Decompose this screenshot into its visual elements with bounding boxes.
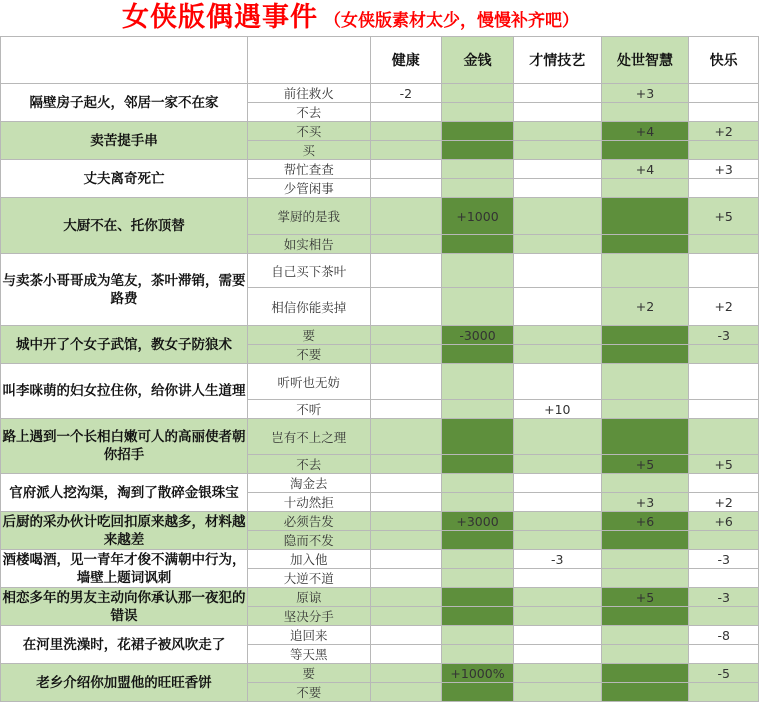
- table-row: [1, 84, 759, 103]
- wisdom-cell: [601, 364, 689, 400]
- title-main: 女侠版偶遇事件: [122, 2, 318, 33]
- money-cell: [442, 455, 514, 474]
- talent-cell: [513, 103, 601, 122]
- happiness-cell: [689, 531, 759, 550]
- choice-cell: 前往救火: [247, 84, 370, 103]
- talent-cell: [513, 326, 601, 345]
- happiness-cell: +6: [689, 512, 759, 531]
- choice-cell: 淘金去: [247, 474, 370, 493]
- talent-cell: [513, 607, 601, 626]
- talent-cell: +10: [513, 400, 601, 419]
- table-row: [1, 626, 759, 645]
- talent-cell: [513, 419, 601, 455]
- talent-cell: [513, 645, 601, 664]
- event-cell: 大厨不在、托你顶替: [1, 198, 248, 254]
- health-cell: [370, 122, 442, 141]
- money-cell: [442, 103, 514, 122]
- health-cell: [370, 326, 442, 345]
- health-cell: [370, 364, 442, 400]
- event-cell: 与卖茶小哥哥成为笔友，茶叶滞销，需要路费: [1, 254, 248, 326]
- happiness-cell: -5: [689, 664, 759, 683]
- health-cell: [370, 345, 442, 364]
- happiness-cell: -3: [689, 550, 759, 569]
- wisdom-cell: [601, 235, 689, 254]
- choice-cell: 不听: [247, 400, 370, 419]
- choice-cell: 不买: [247, 122, 370, 141]
- wisdom-cell: [601, 550, 689, 569]
- talent-cell: [513, 288, 601, 326]
- choice-cell: 必须告发: [247, 512, 370, 531]
- choice-cell: 大逆不道: [247, 569, 370, 588]
- wisdom-cell: +6: [601, 512, 689, 531]
- talent-cell: [513, 198, 601, 235]
- happiness-cell: -3: [689, 326, 759, 345]
- header-event: [1, 37, 248, 84]
- health-cell: [370, 607, 442, 626]
- health-cell: [370, 254, 442, 288]
- money-cell: [442, 364, 514, 400]
- event-cell: 叫李咪萌的妇女拉住你，给你讲人生道理: [1, 364, 248, 419]
- health-cell: [370, 179, 442, 198]
- money-cell: [442, 550, 514, 569]
- talent-cell: [513, 179, 601, 198]
- talent-cell: [513, 455, 601, 474]
- happiness-cell: [689, 474, 759, 493]
- talent-cell: [513, 141, 601, 160]
- money-cell: [442, 345, 514, 364]
- health-cell: [370, 664, 442, 683]
- money-cell: [442, 626, 514, 645]
- choice-cell: 加入他: [247, 550, 370, 569]
- health-cell: [370, 288, 442, 326]
- talent-cell: [513, 345, 601, 364]
- choice-cell: 原谅: [247, 588, 370, 607]
- header-wisdom: 处世智慧: [601, 37, 689, 84]
- money-cell: +1000%: [442, 664, 514, 683]
- happiness-cell: [689, 103, 759, 122]
- money-cell: +1000: [442, 198, 514, 235]
- talent-cell: [513, 160, 601, 179]
- health-cell: [370, 400, 442, 419]
- choice-cell: 要: [247, 326, 370, 345]
- table-row: [1, 588, 759, 607]
- wisdom-cell: +3: [601, 493, 689, 512]
- choice-cell: 少管闲事: [247, 179, 370, 198]
- wisdom-cell: [601, 198, 689, 235]
- money-cell: -3000: [442, 326, 514, 345]
- money-cell: +3000: [442, 512, 514, 531]
- happiness-cell: [689, 179, 759, 198]
- money-cell: [442, 419, 514, 455]
- happiness-cell: [689, 84, 759, 103]
- happiness-cell: [689, 569, 759, 588]
- wisdom-cell: +5: [601, 588, 689, 607]
- money-cell: [442, 122, 514, 141]
- health-cell: [370, 198, 442, 235]
- event-cell: 城中开了个女子武馆，教女子防狼术: [1, 326, 248, 364]
- talent-cell: [513, 588, 601, 607]
- health-cell: [370, 474, 442, 493]
- wisdom-cell: [601, 645, 689, 664]
- happiness-cell: +3: [689, 160, 759, 179]
- money-cell: [442, 254, 514, 288]
- talent-cell: [513, 122, 601, 141]
- health-cell: [370, 455, 442, 474]
- choice-cell: 如实相告: [247, 235, 370, 254]
- wisdom-cell: +3: [601, 84, 689, 103]
- header-choice: [247, 37, 370, 84]
- header-happiness: 快乐: [689, 37, 759, 84]
- event-cell: 酒楼喝酒，见一青年才俊不满朝中行为，墙壁上题词讽刺: [2, 551, 246, 586]
- table-row: [1, 550, 759, 569]
- wisdom-cell: [601, 569, 689, 588]
- health-cell: [370, 550, 442, 569]
- happiness-cell: [689, 345, 759, 364]
- wisdom-cell: [601, 141, 689, 160]
- choice-cell: 不去: [247, 103, 370, 122]
- table-row: [1, 160, 759, 179]
- choice-cell: 追回来: [247, 626, 370, 645]
- money-cell: [442, 645, 514, 664]
- page-title: [0, 0, 759, 36]
- talent-cell: [513, 235, 601, 254]
- wisdom-cell: +2: [601, 288, 689, 326]
- money-cell: [442, 531, 514, 550]
- happiness-cell: +2: [689, 122, 759, 141]
- money-cell: [442, 607, 514, 626]
- money-cell: [442, 141, 514, 160]
- table-row: [1, 198, 759, 235]
- event-cell: 后厨的采办伙计吃回扣原来越多，材料越来越差: [2, 513, 246, 548]
- wisdom-cell: +4: [601, 122, 689, 141]
- header-health: 健康: [370, 37, 442, 84]
- wisdom-cell: [601, 607, 689, 626]
- choice-cell: 听听也无妨: [247, 364, 370, 400]
- happiness-cell: -8: [689, 626, 759, 645]
- money-cell: [442, 160, 514, 179]
- event-table: [0, 36, 759, 702]
- header-talent: 才情技艺: [513, 37, 601, 84]
- table-row: [1, 512, 759, 531]
- health-cell: [370, 626, 442, 645]
- wisdom-cell: [601, 254, 689, 288]
- health-cell: [370, 588, 442, 607]
- happiness-cell: [689, 419, 759, 455]
- talent-cell: [513, 683, 601, 702]
- happiness-cell: +2: [689, 288, 759, 326]
- event-cell: 相恋多年的男友主动向你承认那一夜犯的错误: [2, 589, 246, 624]
- table-row: [1, 474, 759, 493]
- money-cell: [442, 683, 514, 702]
- health-cell: -2: [370, 84, 442, 103]
- choice-cell: 掌厨的是我: [247, 198, 370, 235]
- choice-cell: 不去: [247, 455, 370, 474]
- wisdom-cell: +4: [601, 160, 689, 179]
- choice-cell: 坚决分手: [247, 607, 370, 626]
- happiness-cell: [689, 235, 759, 254]
- money-cell: [442, 493, 514, 512]
- health-cell: [370, 569, 442, 588]
- happiness-cell: [689, 364, 759, 400]
- talent-cell: [513, 493, 601, 512]
- money-cell: [442, 569, 514, 588]
- header-row: [1, 37, 759, 84]
- choice-cell: 不要: [247, 683, 370, 702]
- health-cell: [370, 683, 442, 702]
- happiness-cell: [689, 400, 759, 419]
- event-cell: 在河里洗澡时，花裙子被风吹走了: [1, 626, 248, 664]
- table-row: [1, 326, 759, 345]
- event-cell: 老乡介绍你加盟他的旺旺香饼: [1, 664, 248, 702]
- table-row: [1, 254, 759, 288]
- wisdom-cell: [601, 179, 689, 198]
- happiness-cell: -3: [689, 588, 759, 607]
- money-cell: [442, 400, 514, 419]
- talent-cell: [513, 364, 601, 400]
- wisdom-cell: [601, 626, 689, 645]
- money-cell: [442, 474, 514, 493]
- health-cell: [370, 160, 442, 179]
- choice-cell: 帮忙查查: [247, 160, 370, 179]
- happiness-cell: [689, 683, 759, 702]
- wisdom-cell: [601, 474, 689, 493]
- health-cell: [370, 512, 442, 531]
- wisdom-cell: [601, 326, 689, 345]
- happiness-cell: +5: [689, 455, 759, 474]
- talent-cell: [513, 512, 601, 531]
- title-note: （女侠版素材太少，慢慢补齐吧）: [324, 11, 579, 31]
- talent-cell: [513, 531, 601, 550]
- wisdom-cell: +5: [601, 455, 689, 474]
- choice-cell: 要: [247, 664, 370, 683]
- happiness-cell: [689, 607, 759, 626]
- table-row: [1, 419, 759, 455]
- table-row: [1, 664, 759, 683]
- money-cell: [442, 179, 514, 198]
- event-cell: 隔壁房子起火，邻居一家不在家: [1, 84, 248, 122]
- money-cell: [442, 288, 514, 326]
- happiness-cell: [689, 645, 759, 664]
- talent-cell: [513, 254, 601, 288]
- table-row: [1, 364, 759, 400]
- table-row: [1, 122, 759, 141]
- happiness-cell: [689, 254, 759, 288]
- event-table-body: [1, 37, 759, 702]
- wisdom-cell: [601, 400, 689, 419]
- event-cell: 路上遇到一个长相白嫩可人的高丽使者朝你招手: [1, 419, 248, 474]
- health-cell: [370, 531, 442, 550]
- health-cell: [370, 141, 442, 160]
- talent-cell: [513, 474, 601, 493]
- wisdom-cell: [601, 664, 689, 683]
- health-cell: [370, 235, 442, 254]
- happiness-cell: +5: [689, 198, 759, 235]
- happiness-cell: [689, 141, 759, 160]
- health-cell: [370, 103, 442, 122]
- choice-cell: 岂有不上之理: [247, 419, 370, 455]
- wisdom-cell: [601, 345, 689, 364]
- choice-cell: 相信你能卖掉: [247, 288, 370, 326]
- wisdom-cell: [601, 683, 689, 702]
- choice-cell: 不要: [247, 345, 370, 364]
- money-cell: [442, 84, 514, 103]
- talent-cell: -3: [513, 550, 601, 569]
- event-cell: 丈夫离奇死亡: [1, 160, 248, 198]
- talent-cell: [513, 569, 601, 588]
- event-cell: 官府派人挖沟渠，淘到了散碎金银珠宝: [1, 474, 248, 512]
- health-cell: [370, 419, 442, 455]
- wisdom-cell: [601, 419, 689, 455]
- money-cell: [442, 235, 514, 254]
- talent-cell: [513, 626, 601, 645]
- header-money: 金钱: [442, 37, 514, 84]
- health-cell: [370, 493, 442, 512]
- choice-cell: 十动然拒: [247, 493, 370, 512]
- happiness-cell: +2: [689, 493, 759, 512]
- choice-cell: 隐而不发: [247, 531, 370, 550]
- wisdom-cell: [601, 103, 689, 122]
- wisdom-cell: [601, 531, 689, 550]
- choice-cell: 等天黑: [247, 645, 370, 664]
- choice-cell: 自己买下茶叶: [247, 254, 370, 288]
- event-cell: 卖苦提手串: [1, 122, 248, 160]
- talent-cell: [513, 664, 601, 683]
- money-cell: [442, 588, 514, 607]
- talent-cell: [513, 84, 601, 103]
- choice-cell: 买: [247, 141, 370, 160]
- health-cell: [370, 645, 442, 664]
